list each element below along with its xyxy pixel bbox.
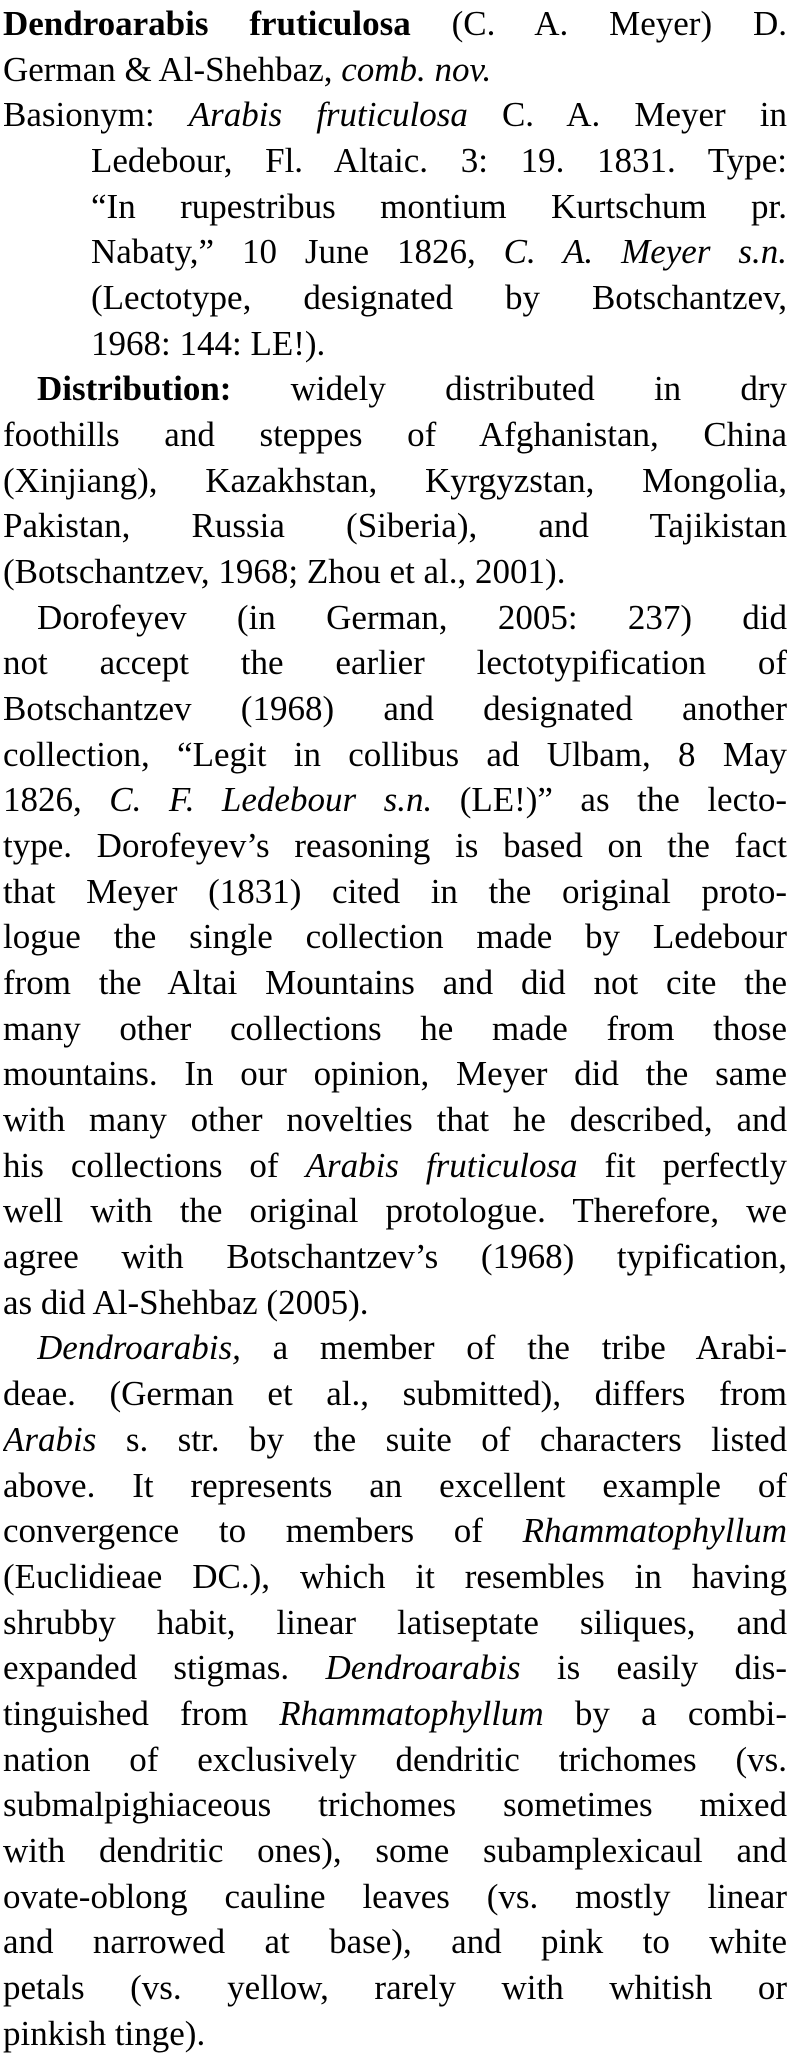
italic-run: comb. nov. xyxy=(341,49,492,89)
text-run: petals (vs. yellow, rarely with whitish or xyxy=(3,1967,787,2007)
text-line xyxy=(3,1280,787,1326)
distribution-paragraph xyxy=(3,366,787,594)
text-line xyxy=(3,1371,787,1417)
text-line xyxy=(3,1919,787,1965)
text-line xyxy=(3,914,787,960)
text-line xyxy=(91,229,787,275)
typification-discussion-paragraph xyxy=(3,595,787,1326)
text-run: Botschantzev (1968) and designated another xyxy=(3,689,787,729)
text-line xyxy=(3,640,787,686)
bold-run: Dendroarabis fruticulosa xyxy=(3,4,411,43)
text-line xyxy=(3,1828,787,1874)
text-run: deae. (German et al., submitted), differs from xyxy=(3,1374,787,1414)
text-run: German & Al-Shehbaz, xyxy=(3,49,342,89)
text-line xyxy=(3,1645,787,1691)
bold-run: Distribution: xyxy=(37,369,232,409)
text-run: agree with Botschantzev’s (1968) typification, xyxy=(3,1237,787,1277)
text-line xyxy=(3,1965,787,2011)
italic-run: Arabis fruticulosa xyxy=(305,1145,578,1185)
text-run: that Meyer (1831) cited in the original proto- xyxy=(3,871,787,911)
text-line xyxy=(3,1554,787,1600)
text-line xyxy=(91,138,787,184)
text-line xyxy=(3,1143,787,1189)
text-line xyxy=(3,1097,787,1143)
text-run: nation of exclusively dendritic trichomes (vs. xyxy=(3,1739,787,1779)
text-line xyxy=(3,1,787,47)
italic-run: Arabis xyxy=(3,1419,97,1459)
italic-run: C. F. Ledebour s.n. xyxy=(109,780,433,820)
text-line xyxy=(3,1874,787,1920)
text-line xyxy=(91,275,787,321)
italic-run: Arabis fruticulosa xyxy=(188,95,468,135)
text-line xyxy=(91,321,787,367)
text-run: Pakistan, Russia (Siberia), and Tajikistan xyxy=(3,506,787,546)
text-run: logue the single collection made by Ledebour xyxy=(3,917,787,957)
text-run: (Botschantzev, 1968; Zhou et al., 2001). xyxy=(3,552,566,592)
text-run: from the Altai Mountains and did not cite the xyxy=(3,963,787,1003)
text-line xyxy=(3,1691,787,1737)
text-run: Dorofeyev (in German, 2005: 237) did xyxy=(37,597,787,637)
text-line xyxy=(3,2011,787,2056)
text-run: mountains. In our opinion, Meyer did the same xyxy=(3,1054,787,1094)
text-line xyxy=(37,595,787,641)
text-line xyxy=(3,503,787,549)
text-run: submalpighiaceous trichomes sometimes mixed xyxy=(3,1785,787,1825)
text-line xyxy=(3,412,787,458)
text-run: many other collections he made from those xyxy=(3,1008,787,1048)
text-run: fit perfectly xyxy=(577,1145,787,1185)
basionym-paragraph xyxy=(3,92,787,366)
text-run: a member of the tribe Arabi- xyxy=(240,1328,787,1368)
text-run: 1826, xyxy=(3,780,110,820)
text-run: as did Al-Shehbaz (2005). xyxy=(3,1282,369,1322)
text-run: his collections of xyxy=(3,1145,306,1185)
text-run: with dendritic ones), some subamplexicaul and xyxy=(3,1830,787,1870)
text-line xyxy=(3,869,787,915)
nomenclature-heading xyxy=(3,1,787,92)
text-line xyxy=(37,1325,787,1371)
text-run: (C. A. Meyer) D. xyxy=(410,4,787,43)
text-run: “In rupestribus montium Kurtschum pr. xyxy=(91,186,787,226)
text-run: convergence to members of xyxy=(3,1511,523,1551)
text-line xyxy=(3,549,787,595)
text-line xyxy=(3,92,787,138)
text-run: with many other novelties that he described, and xyxy=(3,1100,787,1140)
text-run: (Lectotype, designated by Botschantzev, xyxy=(91,278,787,318)
text-line xyxy=(3,47,787,93)
italic-run: Dendroarabis xyxy=(325,1648,521,1688)
text-run: is easily dis- xyxy=(520,1648,787,1688)
text-line xyxy=(3,1234,787,1280)
text-line xyxy=(91,184,787,230)
text-run: (Xinjiang), Kazakhstan, Kyrgyzstan, Mongolia, xyxy=(3,460,787,500)
text-line xyxy=(3,732,787,778)
text-line xyxy=(3,1782,787,1828)
text-run: Ledebour, Fl. Altaic. 3: 19. 1831. Type: xyxy=(91,141,787,181)
italic-run: C. A. Meyer s.n. xyxy=(503,232,787,272)
text-run: C. A. Meyer in xyxy=(467,95,787,135)
genus-comparison-paragraph xyxy=(3,1325,787,2056)
text-line xyxy=(3,1508,787,1554)
text-line xyxy=(3,1188,787,1234)
text-line xyxy=(3,1006,787,1052)
text-run: 1968: 144: LE!). xyxy=(91,323,326,363)
text-run: ovate-oblong cauline leaves (vs. mostly linear xyxy=(3,1876,787,1916)
text-run: type. Dorofeyev’s reasoning is based on the fact xyxy=(3,826,787,866)
text-line xyxy=(3,960,787,1006)
text-run: widely distributed in dry xyxy=(231,369,787,409)
text-run: Basionym: xyxy=(3,95,189,135)
text-line xyxy=(3,1737,787,1783)
text-line xyxy=(3,1417,787,1463)
text-line xyxy=(3,823,787,869)
text-line xyxy=(3,1463,787,1509)
text-run: by a combi- xyxy=(543,1693,787,1733)
text-run: foothills and steppes of Afghanistan, China xyxy=(3,415,787,455)
text-run: tinguished from xyxy=(3,1693,280,1733)
text-line xyxy=(3,686,787,732)
text-run: Nabaty,” 10 June 1826, xyxy=(91,232,504,272)
text-run: not accept the earlier lectotypification of xyxy=(3,643,787,683)
text-line xyxy=(3,1600,787,1646)
italic-run: Rhammatophyllum xyxy=(522,1511,787,1551)
text-run: expanded stigmas. xyxy=(3,1648,326,1688)
text-run: shrubby habit, linear latiseptate siliques, and xyxy=(3,1602,787,1642)
text-run: (Euclidieae DC.), which it resembles in having xyxy=(3,1556,787,1596)
text-run: collection, “Legit in collibus ad Ulbam, 8 May xyxy=(3,734,787,774)
text-run: above. It represents an excellent example of xyxy=(3,1465,787,1505)
text-line xyxy=(3,458,787,504)
text-run: s. str. by the suite of characters listed xyxy=(96,1419,787,1459)
text-line xyxy=(3,777,787,823)
text-run: well with the original protologue. Therefore, we xyxy=(3,1191,787,1231)
text-run: (LE!)” as the lecto- xyxy=(432,780,787,820)
italic-run: Rhammatophyllum xyxy=(279,1693,544,1733)
text-line xyxy=(37,366,787,412)
text-run: and narrowed at base), and pink to white xyxy=(3,1922,787,1962)
text-line xyxy=(3,1051,787,1097)
italic-run: Dendroarabis, xyxy=(37,1328,241,1368)
text-run: pinkish tinge). xyxy=(3,2013,206,2053)
